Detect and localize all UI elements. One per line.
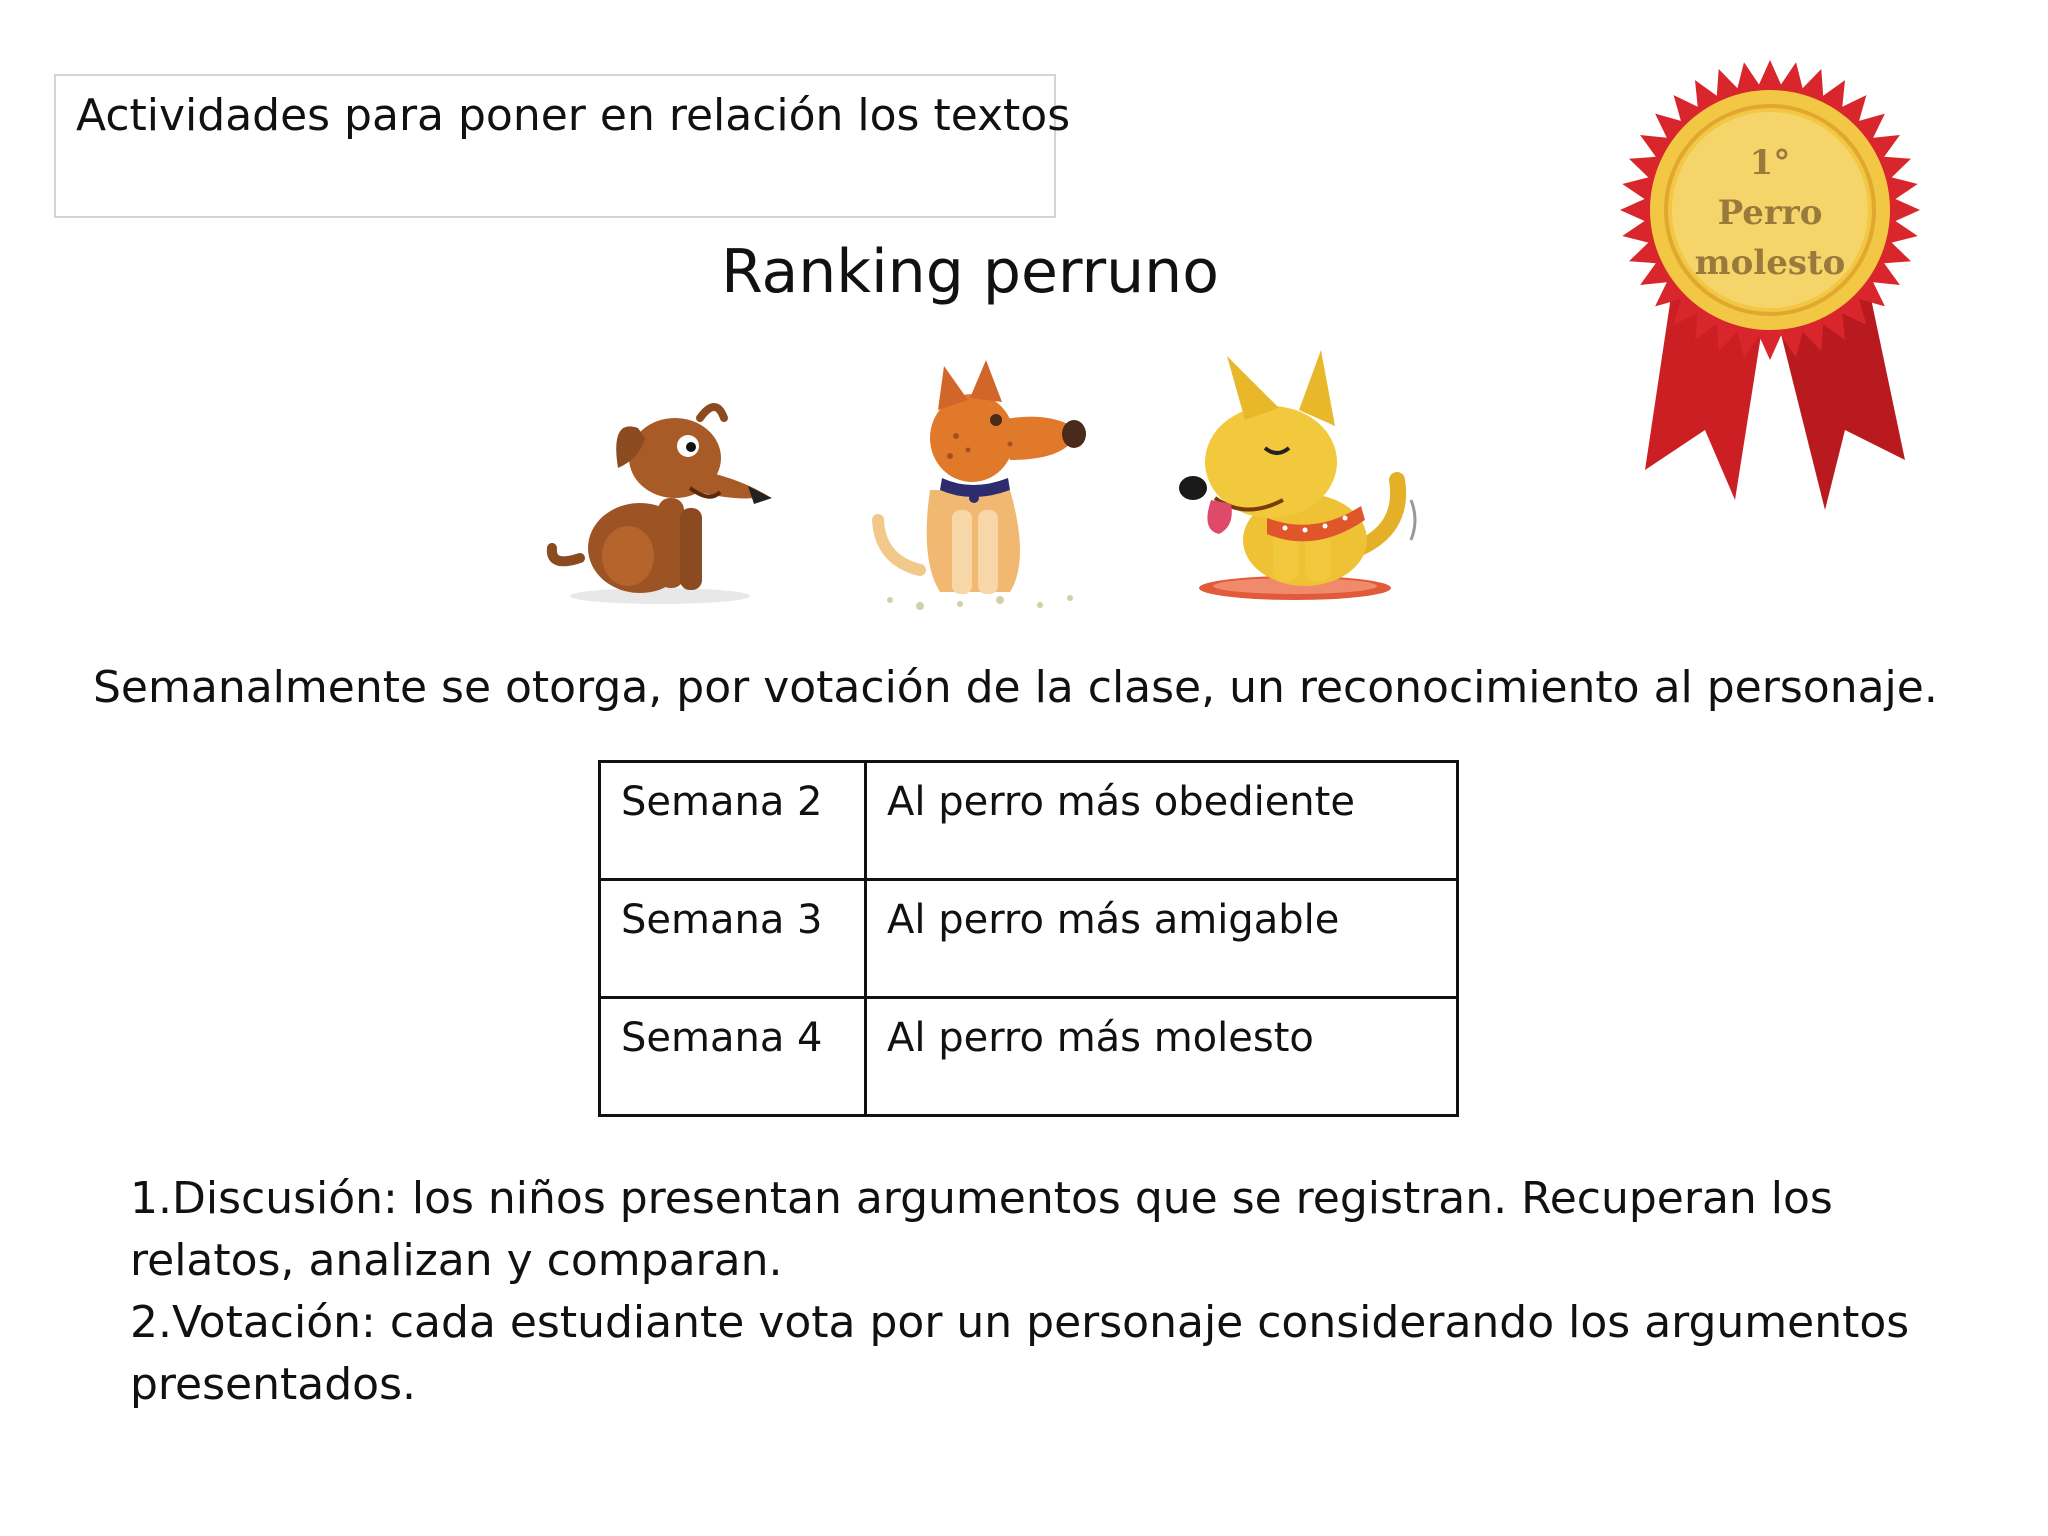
medal-line-3: molesto bbox=[1694, 243, 1846, 283]
award-cell: Al perro más molesto bbox=[866, 998, 1458, 1116]
page-title: Ranking perruno bbox=[721, 237, 1219, 307]
header-box bbox=[54, 74, 1071, 218]
step-vote: 2.Votación: cada estudiante vota por un personaje considerando los argumentos presentados. bbox=[130, 1297, 1910, 1410]
table-row bbox=[600, 880, 1458, 998]
week-cell: Semana 4 bbox=[600, 998, 866, 1116]
awards-table bbox=[598, 760, 1459, 1117]
award-cell: Al perro más amigable bbox=[866, 880, 1458, 998]
week-cell: Semana 3 bbox=[600, 880, 866, 998]
table-row bbox=[600, 762, 1458, 880]
header-text: Actividades para poner en relación los textos bbox=[76, 90, 1071, 141]
award-ribbon-icon bbox=[1605, 60, 1935, 510]
medal-line-2: Perro bbox=[1717, 193, 1823, 233]
medal-line-1: 1° bbox=[1749, 143, 1791, 183]
steps-list bbox=[130, 1168, 1930, 1416]
brown-dog-icon bbox=[540, 378, 790, 608]
week-cell: Semana 2 bbox=[600, 762, 866, 880]
step-discussion: 1.Discusión: los niños presentan argumentos que se registran. Recuperan los relatos, analizan y comparan. bbox=[130, 1173, 1833, 1286]
table-row bbox=[600, 998, 1458, 1116]
orange-dog-icon bbox=[860, 360, 1100, 620]
intro-text: Semanalmente se otorga, por votación de la clase, un reconocimiento al personaje. bbox=[93, 662, 1938, 713]
award-cell: Al perro más obediente bbox=[866, 762, 1458, 880]
yellow-dog-icon bbox=[1175, 350, 1435, 610]
